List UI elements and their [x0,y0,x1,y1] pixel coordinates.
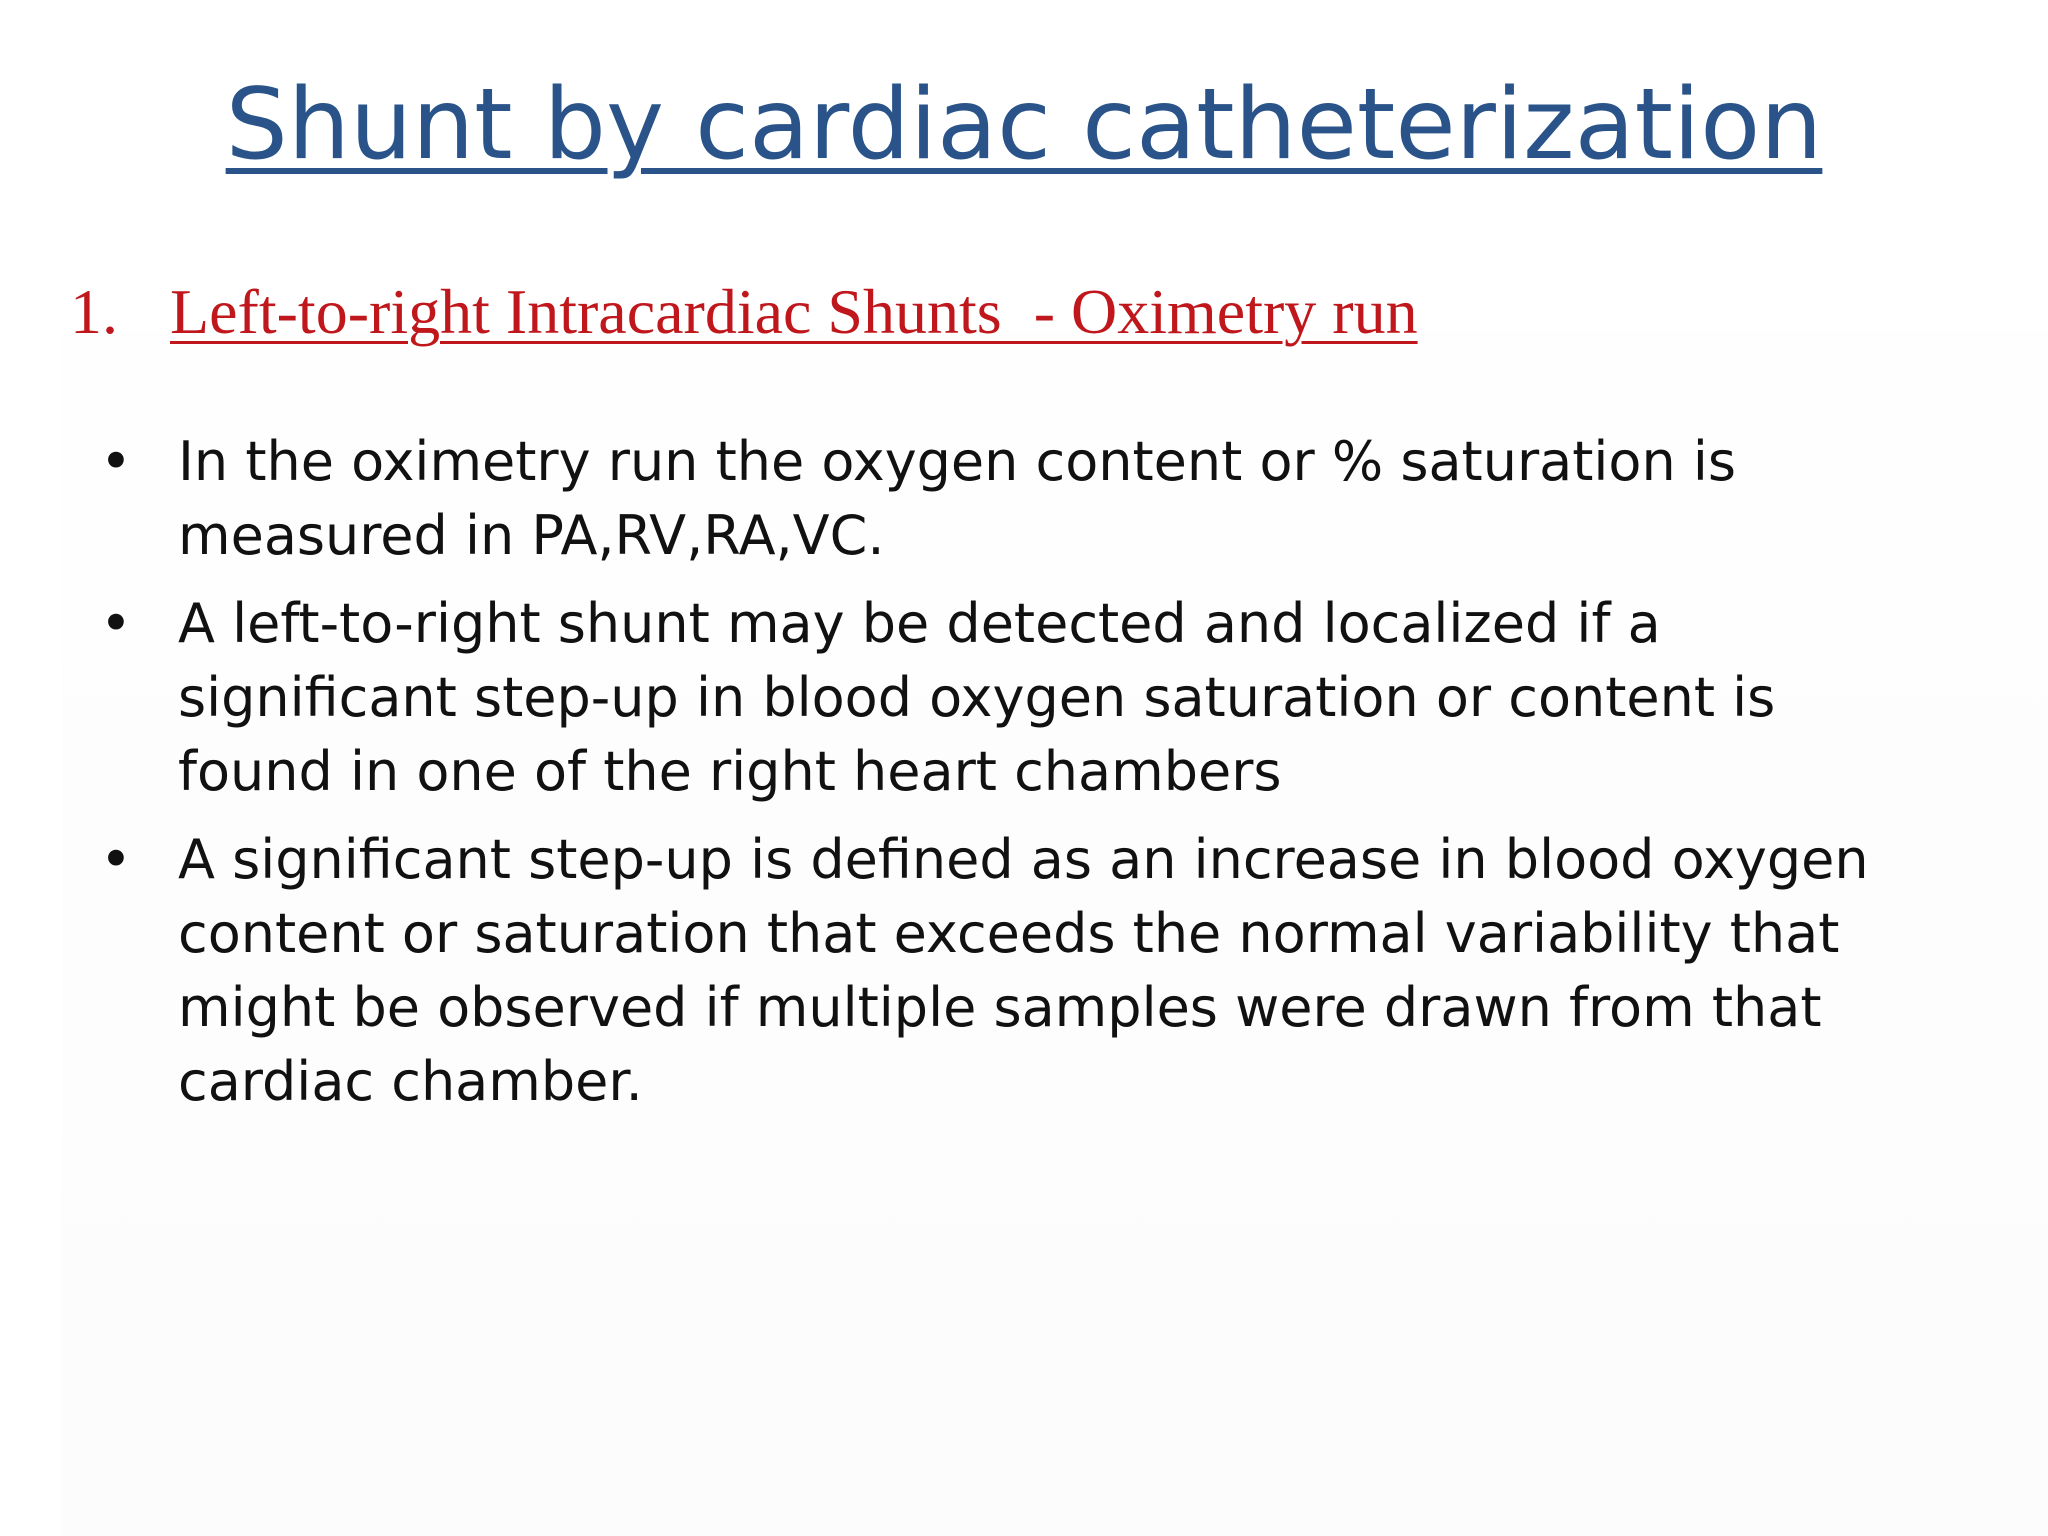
bullet-line: A significant step-up is defined as an increase in blood oxygen [178,828,1869,891]
slide-title: Shunt by cardiac catheterization [225,68,1823,182]
bullet-line: might be observed if multiple samples were drawn from that [178,976,1822,1039]
bullet-line: measured in PA,RV,RA,VC. [178,504,885,567]
bullet-dot-icon: • [100,828,132,891]
bullet-line: A left-to-right shunt may be detected and localized if a [178,592,1661,655]
bullet-item [100,587,2000,809]
bullet-item [100,425,2000,573]
bullet-item [100,823,2000,1119]
bullet-line: In the oximetry run the oxygen content or % saturation is [178,430,1736,493]
bullet-line: cardiac chamber. [178,1050,643,1113]
numbered-subheading [70,272,1418,352]
bullet-line: found in one of the right heart chambers [178,740,1282,803]
subheading-text: Left-to-right Intracardiac Shunts - Oximetry run [170,276,1418,347]
bullet-dot-icon: • [100,430,132,493]
bullet-list [100,425,2000,1133]
subheading-number: 1. [70,276,118,347]
bullet-line: significant step-up in blood oxygen saturation or content is [178,666,1776,729]
bullet-line: content or saturation that exceeds the normal variability that [178,902,1840,965]
bullet-dot-icon: • [100,592,132,655]
